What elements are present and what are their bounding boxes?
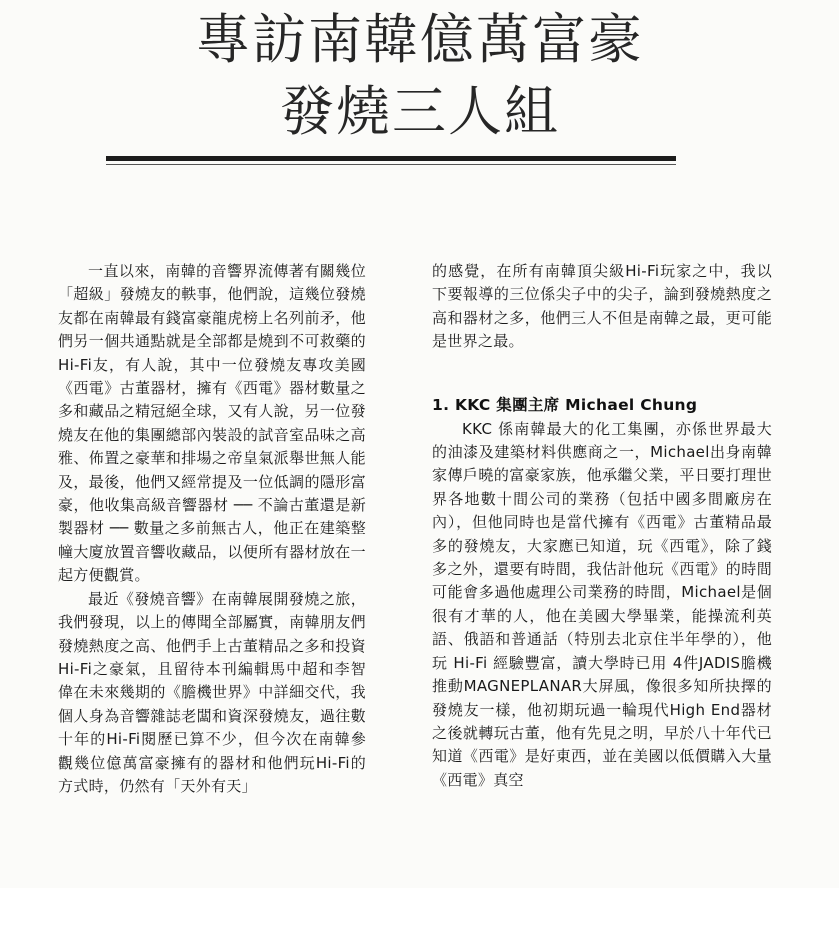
intro-continuation: 的感覺，在所有南韓頂尖級Hi-Fi玩家之中，我以下要報導的三位係尖子中的尖子，論到發燒熱度之高和器材之多，他們三人不但是南韓之最，更可能是世界之最。 <box>432 262 772 351</box>
intro-paragraph-2: 最近《發燒音響》在南韓展開發燒之旅，我們發現，以上的傳聞全部屬實，南韓朋友們發燒熱度之高、他們手上古董精品之多和投資Hi-Fi之豪氣，且留待本刊編輯馬中超和李智偉在未來幾期的《膽機世界》中詳細交代，我個人身為音響雜誌老闆和資深發燒友，過往數十年的Hi-Fi閱歷已算不少，但今次在南韓參觀幾位億萬富豪擁有的器材和他們玩Hi-Fi的方式時，仍然有「天外有天」 <box>58 589 366 795</box>
title-rule-thin <box>106 164 676 165</box>
right-column <box>432 260 772 792</box>
page-bottom-margin <box>0 888 839 931</box>
left-column <box>58 260 366 798</box>
intro-paragraph-1: 一直以來，南韓的音響界流傳著有關幾位「超級」發燒友的軼事，他們說，這幾位發燒友都在南韓最有錢富豪龍虎榜上名列前矛，他們另一個共通點就是全部都是燒到不可救藥的Hi-Fi友，有人說，其中一位發燒友專攻美國《西電》古董器材，擁有《西電》器材數量之多和藏品之精冠絕全球，又有人說，另一位發燒友在他的集團總部內裝設的試音室品味之高雅、佈置之豪華和排場之帝皇氣派舉世無人能及，最後，他們又經常提及一位低調的隱形富豪，他收集高級音響器材 ── 不論古董還是新製器材 ── 數量之多前無古人，他正在建築整幢大廈放置音響收藏品，以便所有器材放在一起方便觀賞。 <box>58 262 366 585</box>
section-body: KKC 係南韓最大的化工集團，亦係世界最大的油漆及建築材料供應商之一，Michael出身南韓家傳戶曉的富豪家族，他承繼父業，平日要打理世界各地數十間公司的業務（包括中國多間廠房在內），但他同時也是當代擁有《西電》古董精品最多的發燒友，大家應已知道，玩《西電》，除了錢多之外，還要有時間，我估計他玩《西電》的時間可能會多過他處理公司業務的時間，Michael是個很有才華的人，他在美國大學畢業，能操流利英語、俄語和普通話（特別去北京住半年學的），他玩 Hi-Fi 經驗豐富，讀大學時已用 4件JADIS膽機推動MAGNEPLANAR大屏風，像很多知所抉擇的發燒友一樣，他初期玩過一輪現代High End器材之後就轉玩古董，他有先見之明，早於八十年代已知道《西電》是好東西，並在美國以低價購入大量《西電》真空 <box>432 419 772 789</box>
title-rule-thick <box>106 156 676 161</box>
article-title-line-2: 發燒三人組 <box>280 80 560 143</box>
section-heading: 1. KKC 集團主席 Michael Chung <box>432 395 698 414</box>
article-title-line-1: 專訪南韓億萬富豪 <box>196 8 644 71</box>
